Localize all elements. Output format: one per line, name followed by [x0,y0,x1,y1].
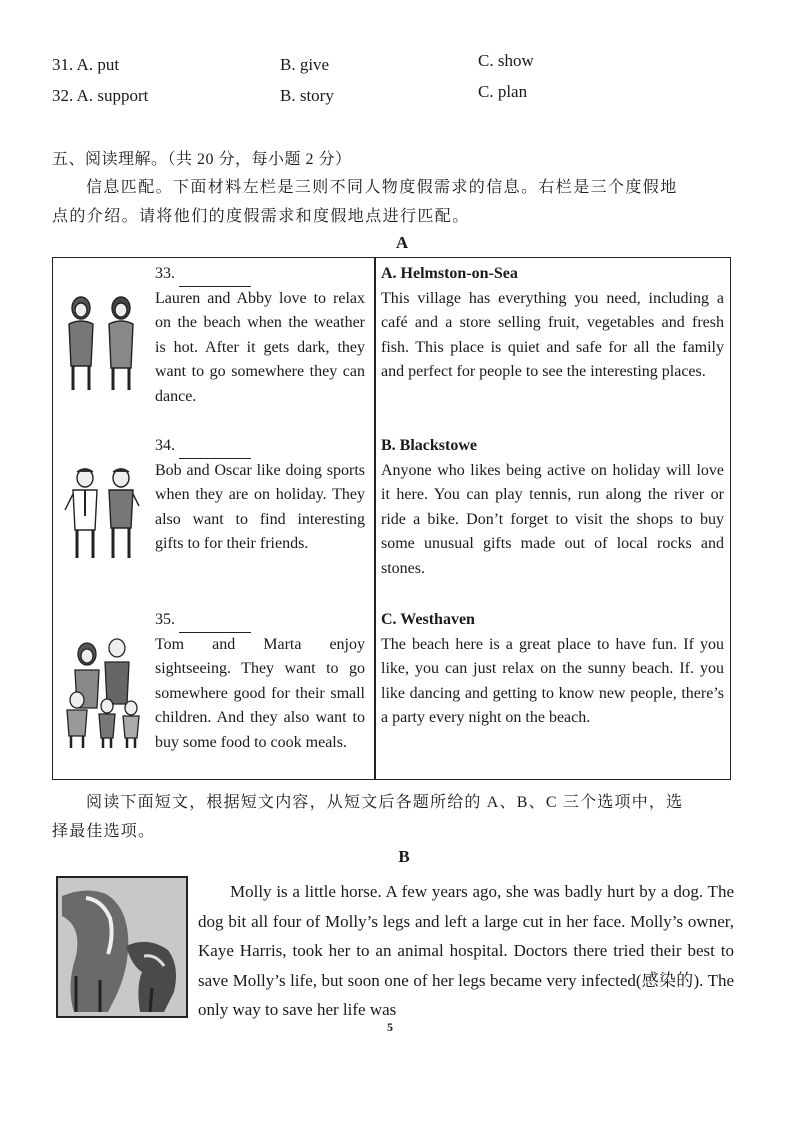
place-a-title: A. Helmston-on-Sea [381,265,518,282]
part-b-instruction-line-1: 阅读下面短文，根据短文内容，从短文后各题所给的 A、B、C 三个选项中，选 [86,794,684,811]
instruction-line-1: 信息匹配。下面材料左栏是三则不同人物度假需求的信息。右栏是三个度假地 [86,179,678,196]
question-34-number: 34. [155,437,175,454]
place-a-text: This village has everything you need, including a café and a store selling fruit, vegetables and fresh fish. This place is quiet and safe for all the family and perfect for people to see the interesting places. [381,289,724,381]
place-b-title: B. Blackstowe [381,437,477,454]
answer-33-blank[interactable] [179,270,251,287]
question-33-number: 33. [155,265,175,282]
option-31-b: B. give [280,55,330,74]
place-c [381,608,724,731]
answer-35-blank[interactable] [179,616,251,633]
horse-picture [56,876,188,1018]
family-icon [59,638,145,752]
person-33-text: Lauren and Abby love to relax on the beach when the weather is hot. After it gets dark, they want to go somewhere they can dance. [155,289,365,405]
place-b [381,434,724,582]
table-divider [374,258,376,779]
place-c-text: The beach here is a great place to have fun. If you like, you can just relax on the sunny beach. If. you like dancing and getting to know new people, there’s a party every night on the beach. [381,635,724,727]
part-b-instruction-line-2: 择最佳选项。 [52,823,156,840]
person-34-text-box [155,434,365,557]
place-a [381,262,724,385]
option-32-a: 32. A. support [52,86,149,105]
passage-b: Molly is a little horse. A few years ago, she was badly hurt by a dog. The dog bit all four of Molly’s legs and left a large cut in her face. Molly’s owner, Kaye Harris, took her to an animal hospital. Doctors there tried their best to save Molly’s life, but soon one of her legs became very infected(感染的). The only way to save her life was [198,882,734,1019]
option-31-c: C. show [478,51,534,70]
part-b-label: B [398,847,410,866]
page-number: 5 [387,1020,393,1034]
question-35-label [155,608,365,633]
person-34-text: Bob and Oscar like doing sports when they are on holiday. They also want to find interesting gifts to for their friends. [155,461,365,553]
place-b-text: Anyone who likes being active on holiday will love it here. You can play tennis, run along the river or ride a bike. Don’t forget to visit the shops to buy some unusual gifts made out of local rocks and stones. [381,461,724,577]
matching-table [52,257,731,780]
part-a-label: A [395,233,409,252]
place-c-title: C. Westhaven [381,611,475,628]
person-35-text-box [155,608,365,756]
option-32-c: C. plan [478,82,528,101]
answer-34-blank[interactable] [179,442,251,459]
question-34-label [155,434,365,459]
instruction-line-2: 点的介绍。请将他们的度假需求和度假地点进行匹配。 [52,208,470,225]
section-title: 五、阅读理解。（共 20 分，每小题 2 分） [52,151,352,168]
two-boys-icon [59,466,145,562]
person-33-text-box [155,262,365,410]
option-31-a: 31. A. put [52,55,120,74]
option-32-b: B. story [280,86,334,105]
question-33-label [155,262,365,287]
question-35-number: 35. [155,611,175,628]
two-girls-icon [59,294,145,394]
person-35-text: Tom and Marta enjoy sightseeing. They want to go somewhere good for their small children. And they also want to buy some food to cook meals. [155,635,365,751]
